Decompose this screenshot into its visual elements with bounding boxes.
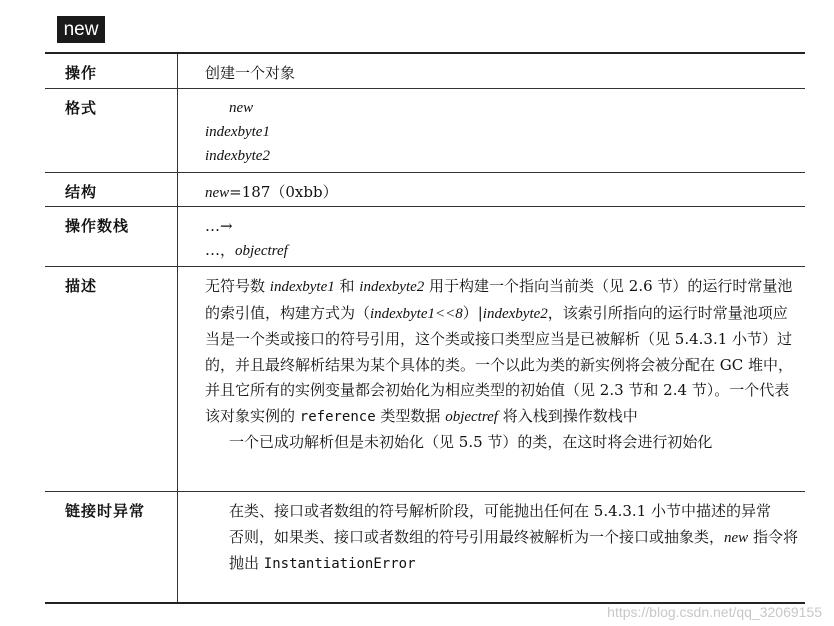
row-content (178, 207, 805, 266)
row-label: 操作 (45, 54, 178, 88)
structure-opcode: =187（0xbb） (229, 183, 338, 201)
operation-text: 创建一个对象 (205, 64, 296, 82)
row-label: 格式 (45, 89, 178, 172)
row-label: 链接时异常 (45, 492, 178, 602)
row-content (178, 173, 805, 206)
row-label: 操作数栈 (45, 207, 178, 266)
row-content (178, 54, 805, 88)
stack-after: …，objectref (205, 241, 288, 259)
structure-mnemonic: new (205, 185, 230, 201)
instruction-title: new (57, 16, 105, 43)
row-structure (45, 173, 805, 207)
row-content (178, 492, 805, 602)
format-line: indexbyte1 (205, 124, 270, 140)
row-operation (45, 54, 805, 89)
row-operand-stack (45, 207, 805, 267)
instruction-table (45, 52, 805, 604)
exception-paragraph: 在类、接口或者数组的符号解析阶段，可能抛出任何在 5.4.3.1 小节中描述的异常 (229, 502, 772, 520)
row-content (178, 89, 805, 172)
row-label: 描述 (45, 267, 178, 491)
row-linking-exceptions (45, 492, 805, 602)
description-paragraph: 一个已成功解析但是未初始化（见 5.5 节）的类，在这时将会进行初始化 (229, 433, 713, 451)
row-content (178, 267, 805, 491)
row-format (45, 89, 805, 173)
row-label: 结构 (45, 173, 178, 206)
row-description (45, 267, 805, 492)
exception-paragraph: 否则，如果类、接口或者数组的符号引用最终被解析为一个接口或抽象类，new 指令将抛出 InstantiationError (229, 527, 798, 572)
stack-before: …→ (205, 217, 233, 235)
format-line: new (229, 100, 254, 116)
format-line: indexbyte2 (205, 148, 270, 164)
watermark: https://blog.csdn.net/qq_32069155 (607, 604, 822, 620)
description-paragraph: 无符号数 indexbyte1 和 indexbyte2 用于构建一个指向当前类（见 2.6 节）的运行时常量池的索引值，构建方式为（indexbyte1<<8）|indexbyte2，该索引所指向的运行时常量池项应当是一个类或接口的符号引用，这个类或接口类型应当是已被解析（见 5.4.3.1 小节）过的，并且最终解析结果为某个具体的类。一个以此为类的新实例将会被分配在 GC 堆中，并且它所有的实例变量都会初始化为相应类型的初始值（见 2.3 节和 2.4 节）。一个代表该对象实例的 reference 类型数据 objectref 将入栈到操作数栈中 (205, 277, 793, 425)
